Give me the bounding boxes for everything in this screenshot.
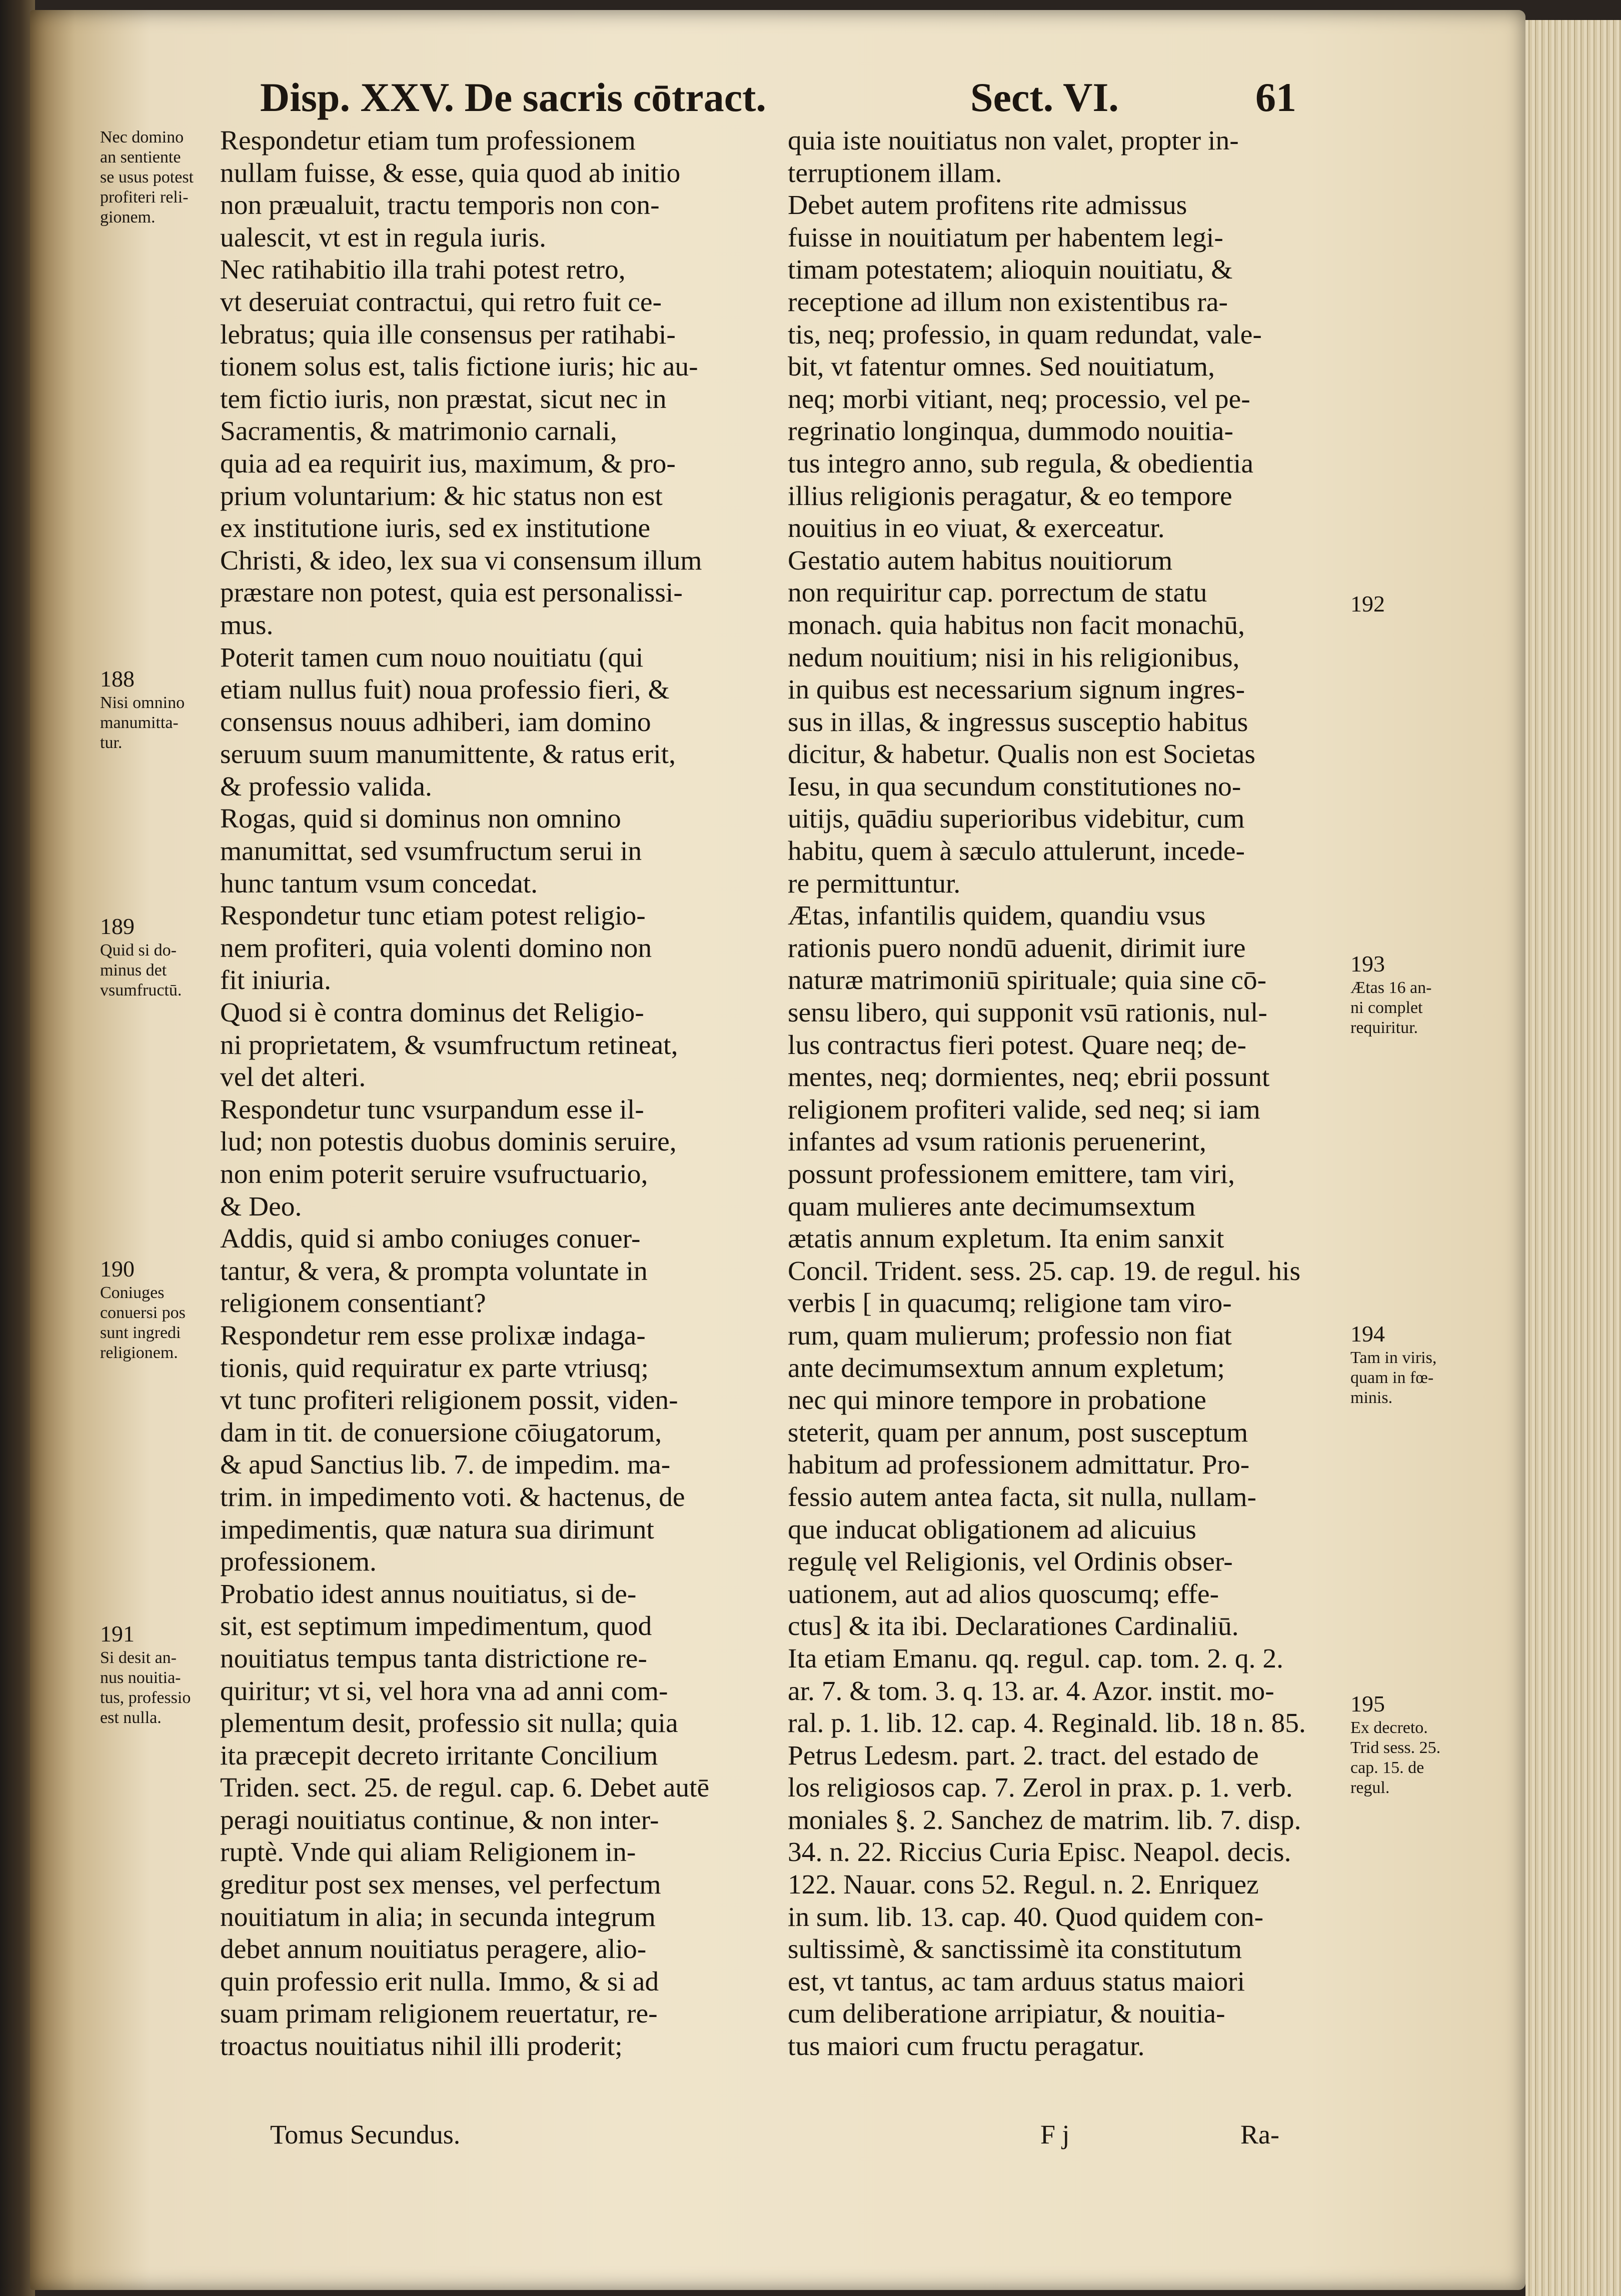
text-line: hunc tantum vsum concedat. bbox=[220, 868, 538, 899]
footer-signature: F j bbox=[1040, 2120, 1070, 2150]
text-line: dam in tit. de conuersione cōiugatorum, bbox=[220, 1417, 662, 1448]
text-line: rationis puero nondū aduenit, dirimit iure bbox=[788, 932, 1246, 964]
text-line: nouitius in eo viuat, & exerceatur. bbox=[788, 513, 1165, 544]
text-line: regrinatio longinqua, dummodo nouitia- bbox=[788, 416, 1233, 447]
text-line: peragi nouitiatus continue, & non inter- bbox=[220, 1804, 659, 1836]
text-line: vel det alteri. bbox=[220, 1062, 366, 1093]
margin-note-line: vsumfructū. bbox=[100, 981, 182, 1000]
margin-note-line: tur. bbox=[100, 734, 123, 752]
margin-note-line: conuersi pos bbox=[100, 1304, 186, 1322]
text-line: impedimentis, quæ natura sua dirimunt bbox=[220, 1514, 654, 1545]
page-number: 61 bbox=[1255, 74, 1296, 120]
text-line: prium voluntarium: & hic status non est bbox=[220, 480, 663, 512]
footer-catchword: Ra- bbox=[1240, 2120, 1279, 2150]
text-line: fit iniuria. bbox=[220, 965, 331, 996]
text-line: ral. p. 1. lib. 12. cap. 4. Reginald. lib. 18 n. 85. bbox=[788, 1708, 1306, 1739]
text-line: cum deliberatione arripiatur, & nouitia- bbox=[788, 1998, 1225, 2030]
text-line: & professio valida. bbox=[220, 771, 432, 802]
text-line: nec qui minore tempore in probatione bbox=[788, 1385, 1206, 1416]
text-line: non præualuit, tractu temporis non con- bbox=[220, 190, 660, 221]
margin-note bbox=[100, 1255, 186, 1363]
text-line: quin professio erit nulla. Immo, & si ad bbox=[220, 1966, 659, 1997]
margin-note-line: Nec domino bbox=[100, 128, 184, 146]
text-line: tus maiori cum fructu peragatur. bbox=[788, 2031, 1145, 2062]
text-line: bit, vt fatentur omnes. Sed nouitiatum, bbox=[788, 352, 1215, 382]
margin-note-line: se usus potest bbox=[100, 168, 194, 186]
margin-note bbox=[100, 128, 194, 228]
margin-note-number: 191 bbox=[100, 1621, 135, 1646]
text-line: suam primam religionem reuertatur, re- bbox=[220, 1998, 658, 2030]
text-line: consensus nouus adhiberi, iam domino bbox=[220, 706, 651, 738]
margin-note bbox=[1350, 1690, 1440, 1798]
text-line: etiam nullus fuit) noua professio fieri, & bbox=[220, 674, 670, 706]
margin-note-line: Quid si do- bbox=[100, 941, 177, 960]
margin-note-line: sunt ingredi bbox=[100, 1324, 181, 1342]
text-line: plementum desit, professio sit nulla; quia bbox=[220, 1708, 678, 1739]
text-line: Quod si è contra dominus det Religio- bbox=[220, 998, 644, 1028]
text-line: Iesu, in qua secundum constitutiones no- bbox=[788, 771, 1241, 802]
text-line: Petrus Ledesm. part. 2. tract. del estado de bbox=[788, 1740, 1259, 1771]
text-line: lus contractus fieri potest. Quare neq; de- bbox=[788, 1030, 1246, 1060]
text-line: infantes ad vsum rationis peruenerint, bbox=[788, 1126, 1206, 1158]
text-line: habitu, quem à sæculo attulerunt, incede- bbox=[788, 836, 1245, 867]
margin-note-line: profiteri reli- bbox=[100, 188, 189, 206]
text-line: mus. bbox=[220, 610, 274, 640]
text-line: quia ad ea requirit ius, maximum, & pro- bbox=[220, 448, 676, 479]
margin-note-line: nus nouitia- bbox=[100, 1668, 181, 1687]
margin-note-line: religionem. bbox=[100, 1344, 178, 1362]
text-line: verbis [ in quacumq; religione tam viro- bbox=[788, 1288, 1232, 1319]
text-line: sus in illas, & ingressus susceptio habitus bbox=[788, 706, 1248, 738]
margin-note-line: Ex decreto. bbox=[1350, 1718, 1428, 1737]
margin-note-line: Si desit an- bbox=[100, 1648, 177, 1667]
margin-note-line: tus, professio bbox=[100, 1688, 191, 1707]
right-text-column bbox=[788, 125, 1348, 2063]
text-line: religionem profiteri valide, sed neq; si iam bbox=[788, 1094, 1260, 1125]
text-line: Concil. Trident. sess. 25. cap. 19. de regul. his bbox=[788, 1256, 1301, 1286]
text-line: Nec ratihabitio illa trahi potest retro, bbox=[220, 254, 626, 286]
text-line: in sum. lib. 13. cap. 40. Quod quidem con- bbox=[788, 1902, 1264, 1932]
margin-note-line: an sentiente bbox=[100, 148, 181, 166]
text-line: terruptionem illam. bbox=[788, 158, 1002, 188]
text-line: dicitur, & habetur. Qualis non est Societas bbox=[788, 739, 1255, 770]
margin-note-line: requiritur. bbox=[1350, 1018, 1418, 1037]
text-line: professionem. bbox=[220, 1546, 377, 1578]
text-line: neq; morbi vitiant, neq; processio, vel pe- bbox=[788, 384, 1250, 414]
text-line: tus integro anno, sub regula, & obedientia bbox=[788, 448, 1253, 479]
text-line: quam mulieres ante decimumsextum bbox=[788, 1191, 1196, 1222]
margin-note-line: Coniuges bbox=[100, 1284, 165, 1302]
text-line: ni proprietatem, & vsumfructum retineat, bbox=[220, 1030, 678, 1060]
text-line: steterit, quam per annum, post susceptum bbox=[788, 1417, 1248, 1448]
text-line: ualescit, vt est in regula iuris. bbox=[220, 222, 546, 253]
text-line: Debet autem profitens rite admissus bbox=[788, 190, 1187, 221]
text-line: lud; non potestis duobus dominis seruire, bbox=[220, 1126, 677, 1158]
text-line: non requiritur cap. porrectum de statu bbox=[788, 578, 1207, 608]
margin-note-line: regul. bbox=[1350, 1778, 1390, 1797]
text-line: ita præcepit decreto irritante Concilium bbox=[220, 1740, 658, 1771]
text-line: vt tunc profiteri religionem possit, viden- bbox=[220, 1385, 678, 1416]
text-line: & Deo. bbox=[220, 1191, 302, 1222]
text-line: Respondetur rem esse prolixæ indaga- bbox=[220, 1320, 646, 1351]
text-line: ar. 7. & tom. 3. q. 13. ar. 4. Azor. instit. mo- bbox=[788, 1676, 1274, 1706]
text-line: timam potestatem; alioquin nouitiatu, & bbox=[788, 254, 1233, 286]
text-line: 34. n. 22. Riccius Curia Episc. Neapol. decis. bbox=[788, 1837, 1291, 1868]
text-line: Poterit tamen cum nouo nouitiatu (qui bbox=[220, 642, 644, 673]
margin-note-line: Tam in viris, bbox=[1350, 1348, 1437, 1367]
text-line: illius religionis peragatur, & eo tempore bbox=[788, 480, 1232, 512]
text-line: monach. quia habitus non facit monachū, bbox=[788, 610, 1245, 640]
margin-note-number: 195 bbox=[1350, 1691, 1385, 1716]
section-label: Sect. VI. bbox=[970, 74, 1119, 120]
text-line: moniales §. 2. Sanchez de matrim. lib. 7. disp. bbox=[788, 1804, 1301, 1836]
text-line: non enim poterit seruire vsufructuario, bbox=[220, 1159, 648, 1190]
margin-note-number: 194 bbox=[1350, 1321, 1385, 1346]
text-line: Rogas, quid si dominus non omnino bbox=[220, 804, 621, 834]
text-line: sit, est septimum impedimentum, quod bbox=[220, 1611, 652, 1642]
text-line: uitijs, quādiu superioribus videbitur, cum bbox=[788, 804, 1245, 834]
margin-note bbox=[1350, 1320, 1436, 1408]
text-line: Addis, quid si ambo coniuges conuer- bbox=[220, 1224, 641, 1254]
text-line: troactus nouitiatus nihil illi proderit; bbox=[220, 2031, 623, 2062]
margin-note-line: quam in fœ- bbox=[1350, 1368, 1434, 1387]
text-line: lebratus; quia ille consensus per ratihabi- bbox=[220, 319, 676, 350]
text-line: fuisse in nouitiatum per habentem legi- bbox=[788, 222, 1223, 253]
text-line: re permittuntur. bbox=[788, 868, 961, 899]
text-line: receptione ad illum non existentibus ra- bbox=[788, 286, 1228, 318]
margin-note-number: 189 bbox=[100, 914, 135, 939]
text-line: est, vt tantus, ac tam arduus status maiori bbox=[788, 1966, 1245, 1997]
text-line: Triden. sect. 25. de regul. cap. 6. Debet autē bbox=[220, 1772, 710, 1804]
text-line: præstare non potest, quia est personalissi- bbox=[220, 578, 683, 608]
text-line: & apud Sanctius lib. 7. de impedim. ma- bbox=[220, 1450, 671, 1480]
margin-note bbox=[100, 1620, 191, 1728]
text-line: Ætas, infantilis quidem, quandiu vsus bbox=[788, 900, 1206, 932]
text-line: tionem solus est, talis fictione iuris; hic au- bbox=[220, 352, 698, 382]
text-line: naturæ matrimoniū spirituale; quia sine cō- bbox=[788, 965, 1267, 996]
text-line: uationem, aut ad alios quoscumq; effe- bbox=[788, 1578, 1219, 1610]
margin-note-line: minis. bbox=[1350, 1388, 1393, 1407]
text-line: tis, neq; professio, in quam redundat, vale- bbox=[788, 319, 1262, 350]
text-line: manumittat, sed vsumfructum serui in bbox=[220, 836, 642, 867]
text-line: nem profiteri, quia volenti domino non bbox=[220, 932, 652, 964]
text-line: nedum nouitium; nisi in his religionibus, bbox=[788, 642, 1240, 673]
text-line: seruum suum manumittente, & ratus erit, bbox=[220, 739, 676, 770]
margin-note bbox=[1350, 590, 1385, 618]
left-text-column bbox=[220, 125, 780, 2063]
text-line: quiritur; vt si, vel hora vna ad anni com- bbox=[220, 1676, 668, 1706]
page-edges bbox=[1525, 20, 1621, 2296]
text-line: sultissimè, & sanctissimè ita constitutum bbox=[788, 1934, 1242, 1965]
margin-note-line: est nulla. bbox=[100, 1708, 162, 1727]
text-line: los religiosos cap. 7. Zerol in prax. p. 1. verb. bbox=[788, 1772, 1293, 1804]
text-line: Christi, & ideo, lex sua vi consensum illum bbox=[220, 545, 702, 576]
text-line: 122. Nauar. cons 52. Regul. n. 2. Enriquez bbox=[788, 1870, 1259, 1900]
text-line: ex institutione iuris, sed ex institutione bbox=[220, 513, 651, 544]
text-line: ante decimumsextum annum expletum; bbox=[788, 1352, 1225, 1384]
margin-note-line: manumitta- bbox=[100, 714, 179, 732]
margin-note bbox=[100, 665, 185, 753]
text-line: vt deseruiat contractui, qui retro fuit ce- bbox=[220, 286, 662, 318]
text-line: tantur, & vera, & prompta voluntate in bbox=[220, 1256, 648, 1286]
text-line: mentes, neq; dormientes, neq; ebrii possunt bbox=[788, 1062, 1270, 1093]
margin-note-number: 188 bbox=[100, 666, 135, 692]
text-line: regulę vel Religionis, vel Ordinis obser- bbox=[788, 1546, 1233, 1578]
margin-note-line: Nisi omnino bbox=[100, 694, 185, 712]
text-line: ruptè. Vnde qui aliam Religionem in- bbox=[220, 1837, 636, 1868]
margin-note bbox=[100, 912, 182, 1000]
text-line: Sacramentis, & matrimonio carnali, bbox=[220, 416, 617, 447]
text-line: Respondetur etiam tum professionem bbox=[220, 126, 636, 156]
running-title: Disp. XXV. De sacris cōtract. bbox=[260, 74, 766, 120]
text-line: greditur post sex menses, vel perfectum bbox=[220, 1870, 661, 1900]
text-line: rum, quam mulierum; professio non fiat bbox=[788, 1320, 1232, 1351]
text-line: debet annum nouitiatus peragere, alio- bbox=[220, 1934, 647, 1965]
text-line: Respondetur tunc vsurpandum esse il- bbox=[220, 1094, 644, 1125]
text-line: in quibus est necessarium signum ingres- bbox=[788, 674, 1245, 706]
text-line: Ita etiam Emanu. qq. regul. cap. tom. 2. q. 2. bbox=[788, 1643, 1284, 1674]
text-line: sensu libero, qui supponit vsū rationis, nul- bbox=[788, 998, 1267, 1028]
text-line: ætatis annum expletum. Ita enim sanxit bbox=[788, 1224, 1224, 1254]
footer-volume: Tomus Secundus. bbox=[270, 2120, 461, 2150]
text-line: ctus] & ita ibi. Declarationes Cardinaliū. bbox=[788, 1611, 1239, 1642]
text-line: Respondetur tunc etiam potest religio- bbox=[220, 900, 646, 932]
text-line: possunt professionem emittere, tam viri, bbox=[788, 1159, 1235, 1190]
text-line: tem fictio iuris, non præstat, sicut nec in bbox=[220, 384, 667, 414]
text-line: religionem consentiant? bbox=[220, 1288, 486, 1319]
margin-note-line: cap. 15. de bbox=[1350, 1758, 1424, 1777]
margin-note-number: 193 bbox=[1350, 951, 1385, 976]
text-line: tionis, quid requiratur ex parte vtriusq; bbox=[220, 1352, 649, 1384]
text-line: Gestatio autem habitus nouitiorum bbox=[788, 545, 1173, 576]
margin-note bbox=[1350, 950, 1431, 1038]
text-line: fessio autem antea facta, sit nulla, nullam- bbox=[788, 1482, 1256, 1512]
margin-note-number: 192 bbox=[1350, 591, 1385, 616]
text-line: quia iste nouitiatus non valet, propter in- bbox=[788, 126, 1239, 156]
text-line: trim. in impedimento voti. & hactenus, de bbox=[220, 1482, 685, 1512]
margin-note-line: minus det bbox=[100, 961, 167, 980]
margin-note-line: ni complet bbox=[1350, 998, 1423, 1017]
margin-note-line: Trid sess. 25. bbox=[1350, 1738, 1441, 1757]
margin-note-line: Ætas 16 an- bbox=[1350, 978, 1432, 997]
text-line: que inducat obligationem ad alicuius bbox=[788, 1514, 1196, 1545]
text-line: nouitiatus tempus tanta districtione re- bbox=[220, 1643, 647, 1674]
text-line: nullam fuisse, & esse, quia quod ab initio bbox=[220, 158, 681, 188]
margin-note-line: gionem. bbox=[100, 208, 156, 226]
margin-note-number: 190 bbox=[100, 1256, 135, 1282]
text-line: Probatio idest annus nouitiatus, si de- bbox=[220, 1578, 637, 1610]
text-line: habitum ad professionem admittatur. Pro- bbox=[788, 1450, 1250, 1480]
text-line: nouitiatum in alia; in secunda integrum bbox=[220, 1902, 656, 1932]
